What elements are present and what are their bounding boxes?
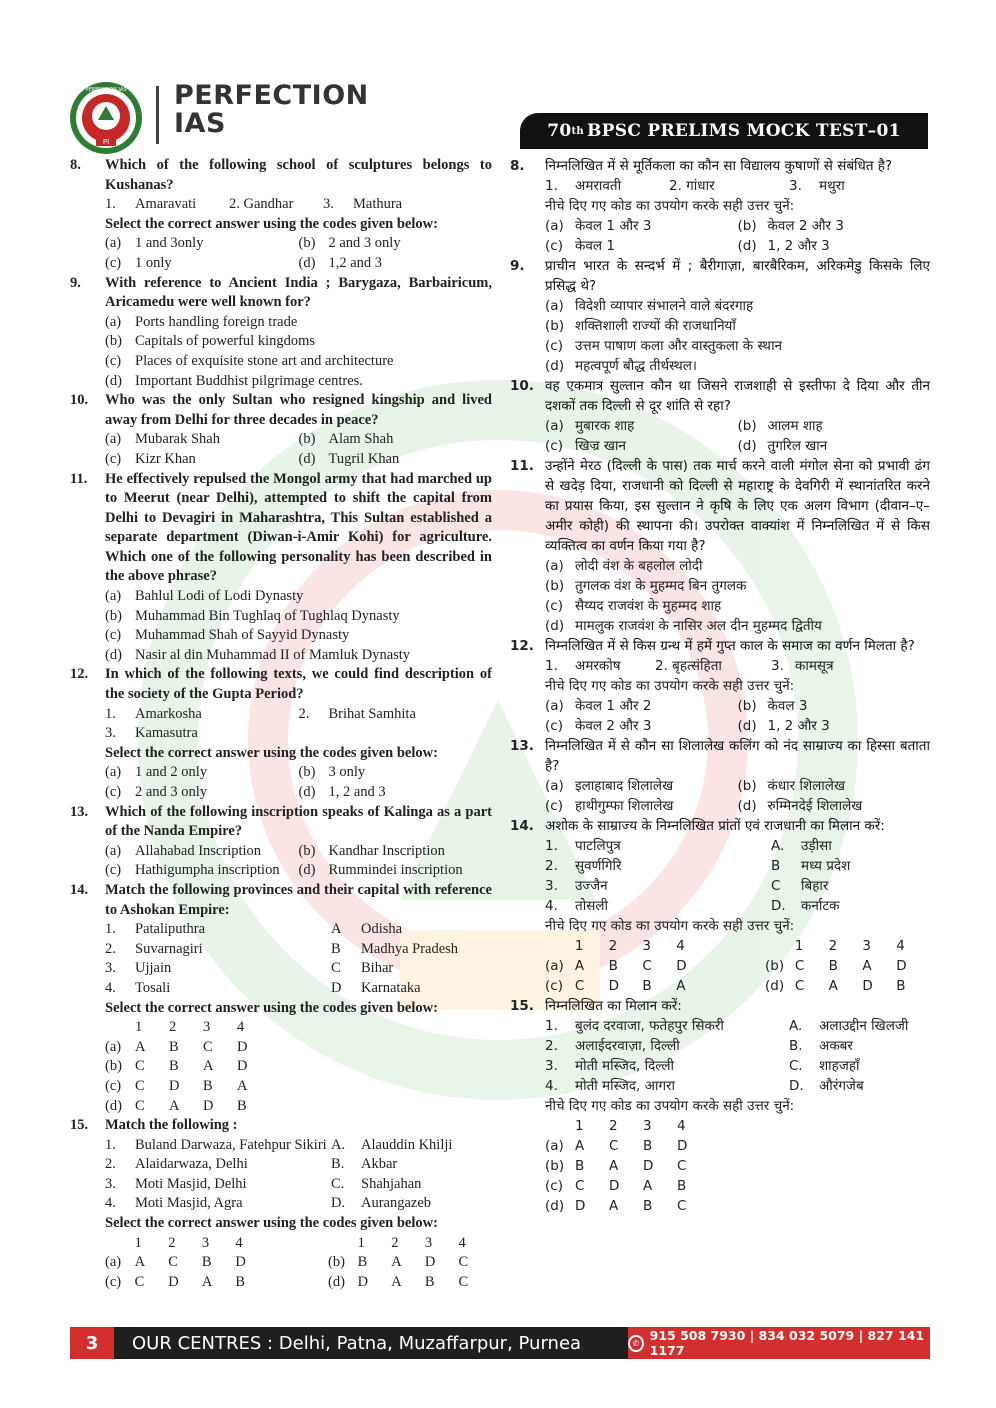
question-13-hi: 13. निम्नलिखित में से कौन सा शिलालेख कलिंग को नंद साम्राज्य का हिस्सा बताता है? <box>510 738 930 774</box>
brand-divider <box>156 86 159 144</box>
question-8-hi: 8. निम्नलिखित में से मूर्तिकला का कौन सा विद्यालय कुषाणों से संबंधित है? <box>510 158 893 174</box>
question-9-hi: 9. प्राचीन भारत के सन्दर्भ में ; बैरीगाज़ा, बारबैरिकम, अरिकमेडु किसके लिए प्रसिद्ध थे? <box>510 258 930 294</box>
question-15-hi: 15. निम्नलिखित का मिलान करें: <box>510 998 682 1014</box>
page-header <box>0 0 996 155</box>
brand-name: PERFECTION IAS <box>174 80 369 139</box>
question-11-hi: 11. उन्होंने मेरठ (दिल्ली के पास) तक मार्च करने वाली मंगोल सेना को प्रभावी ढंग से खदेड़ दिया, राजधानी को दिल्ली से महाराष्ट्र के देवगिरी में स्थानांतरित करने का प्रयास किया, इस सुल्तान ने कृषि के लिए एक अलग विभाग (दीवान–ए–अमीर कोही) की स्थापना की। उपरोक्त वाक्यांश में निम्नलिखित में से किस व्यक्तित्व का वर्णन किया गया है? <box>510 458 930 554</box>
page-footer <box>70 1327 930 1359</box>
centres-text: OUR CENTRES : Delhi, Patna, Muzaffarpur, Purnea <box>132 1332 582 1354</box>
perfection-ias-logo <box>68 80 144 156</box>
question-14-en: 14. Match the following provinces and their capital with reference to Ashokan Empire: <box>70 881 492 918</box>
statement-list: 1. Amaravati 2. Gandhar 3. Mathura <box>105 196 403 213</box>
page-number: 3 <box>70 1327 114 1359</box>
question-13-en: 13. Which of the following inscription speaks of Kalinga as a part of the Nanda Empire? <box>70 803 492 840</box>
option-row: (c) 1 only (d) 1,2 and 3 <box>105 254 383 271</box>
option-row: (a) 1 and 3only (b) 2 and 3 only <box>105 235 401 252</box>
svg-text:PI: PI <box>102 138 110 146</box>
hindi-column: 8. निम्नलिखित में से मूर्तिकला का कौन सा विद्यालय कुषाणों से संबंधित है? 1. अमरावती 2. गांधार 3. मथुरा नीचे दिए गए कोड का उपयोग करके सही उत्तर चुनें: (a) केवल 1 और 3 (b) केवल 2 और 3 (c) केवल 1 (d) 1, 2 और 3 9. प्राचीन भारत के सन्दर्भ में ; बैरीगाज़ा, बारबैरिकम, अरिकमेडु किसके लिए प्रसिद्ध थे? (a) विदेशी व्यापार संभालने वाले बंदरगाह (b) शक्तिशाली राज्यों की राजधानियाँ (c) उत्तम पाषाण कला और वास्तुकला के स्थान (d) महत्वपूर्ण बौद्ध तीर्थस्थल। 10. वह एकमात्र सुल्तान कौन था जिसने राजशाही से इस्तीफा दे दिया और तीन दशकों तक दिल्ली से दूर शांति से रहा? (a) मुबारक शाह (b) आलम शाह (c) खिज्र खान (d) तुगरिल खान 11. उन्होंने मेरठ (दिल्ली के पास) तक मार्च करने वाली मंगोल सेना को प्रभावी ढंग से खदेड़ दिया, राजधानी को दिल्ली से महाराष्ट्र के देवगिरी में स्थानांतरित करने का प्रयास किया, इस सुल्तान ने कृषि के लिए एक अलग विभाग (दीवान–ए–अमीर कोही) की स्थापना की। उपरोक्त वाक्यांश में निम्नलिखित में से किस व्यक्तित्व का वर्णन किया गया है? (a) लोदी वंश के बहलोल लोदी (b) तुगलक वंश के मुहम्मद बिन तुगलक (c) सैय्यद राजवंश के मुहम्मद शाह (d) मामलुक राजवंश के नासिर अल दीन मुहम्मद द्वितीय 12. निम्नलिखित में से किस ग्रन्थ में हमें गुप्त काल के समाज का वर्णन मिलता है? 1. अमरकोष 2. बृहत्संहिता 3. कामसूत्र नीचे दिए गए कोड का उपयोग करके सही उत्तर चुनें: (a) केवल 1 और 2 (b) केवल 3 (c) केवल 2 और 3 (d) 1, 2 और 3 13. निम्नलिखित में से कौन सा शिलालेख कलिंग को नंद साम्राज्य का हिस्सा बताता है? (a) इलाहाबाद शिलालेख (b) कंधार शिलालेख (c) हाथीगुम्फा शिलालेख (d) रुम्मिनदेई शिलालेख 14. अशोक के साम्राज्य के निम्नलिखित प्रांतों एवं राजधानी का मिलान करें: 1. पाटलिपुत्र A. उड़ीसा 2. सुवर्णगिरि B मध्य प्रदेश 3. उज्जैन C बिहार 4. तोसली D. कर्नाटक नीचे दिए गए कोड का उपयोग करके सही उत्तर चुनें: 1 2 3 4 1 2 3 4 (a) A B C D (b) C B A D (c) C D B A (d) C A D B 15. निम्नलिखित का मिलान करें: 1. बुलंद दरवाजा, फतेहपुर सिकरी A. अलाउद्दीन खिलजी 2. अलाईदरवाज़ा, दिल्ली B. अकबर 3. मोती मस्जिद, दिल्ली C. शाहजहाँ 4. मोती मस्जिद, आगरा D. औरंगजेब नीचे दिए गए कोड का उपयोग करके सही उत्तर चुनें: 1 2 3 4 (a) A C B D (b) B A D C (c) C D A B (d) D A B C <box>510 158 930 1214</box>
question-15-en: 15. Match the following : <box>70 1117 238 1134</box>
question-14-hi: 14. अशोक के साम्राज्य के निम्नलिखित प्रांतों एवं राजधानी का मिलान करें: <box>510 818 885 834</box>
test-title-banner: 70 th BPSC PRELIMS MOCK TEST–01 <box>520 113 928 149</box>
phone-numbers: ✆ 915 508 7930 | 834 032 5079 | 827 141 1177 <box>628 1327 930 1359</box>
phone-icon: ✆ <box>628 1335 644 1352</box>
question-12-hi: 12. निम्नलिखित में से किस ग्रन्थ में हमें गुप्त काल के समाज का वर्णन मिलता है? <box>510 638 915 654</box>
english-column: 8. Which of the following school of sculptures belongs to Kushanas? 1. Amaravati 2. Gandhar 3. Mathura Select the correct answer using the codes given below: (a) 1 and 3only (b) 2 and 3 only (c) 1 only (d) 1,2 and 3 9. With reference to Ancient India ; Barygaza, Barbairicum, Aricamedu were well known for? (a) Ports handling foreign trade (b) Capitals of powerful kingdoms (c) Places of exquisite stone art and architecture (d) Important Buddhist pilgrimage centres. 10. Who was the only Sultan who resigned kingship and lived away from Delhi for three decades in peace? (a) Mubarak Shah (b) Alam Shah (c) Kizr Khan (d) Tugril Khan 11. He effectively repulsed the Mongol army that had marched up to Meerut (near Delhi), attempted to shift the capital from Delhi to Devagiri in Maharashtra, This Sultan established a separate department (Diwan-i-Amir Kohi) for agriculture. Which one of the following personality has been described in the above phrase? (a) Bahlul Lodi of Lodi Dynasty (b) Muhammad Bin Tughlaq of Tughlaq Dynasty (c) Muhammad Shah of Sayyid Dynasty (d) Nasir al din Muhammad II of Mamluk Dynasty 12. In which of the following texts, we could find description of the society of the Gupta Period? 1. Amarkosha 2. Brihat Samhita 3. Kamasutra Select the correct answer using the codes given below: (a) 1 and 2 only (b) 3 only (c) 2 and 3 only (d) 1, 2 and 3 13. Which of the following inscription speaks of Kalinga as a part of the Nanda Empire? (a) Allahabad Inscription (b) Kandhar Inscription (c) Hathigumpha inscription (d) Rummindei inscription 14. Match the following provinces and their capital with reference to Ashokan Empire: 1. Pataliputhra A Odisha 2. Suvarnagiri B Madhya Pradesh 3. Ujjain C Bihar 4. Tosali D Karnataka Select the correct answer using the codes given below: 1 2 3 4 (a) A B C D (b) C B A D (c) C D B A (d) C A D B 15. Match the following : 1. Buland Darwaza, Fatehpur Sikiri A. Alauddin Khilji 2. Alaidarwaza, Delhi B. Akbar 3. Moti Masjid, Delhi C. Shahjahan 4. Moti Masjid, Agra D. Aurangazeb Select the correct answer using the codes given below: 1 2 3 4 1 2 3 4 (a) A C B D (b) B A D C (c) C D A B (d) D A B C <box>70 157 492 1290</box>
question-10-hi: 10. वह एकमात्र सुल्तान कौन था जिसने राजशाही से इस्तीफा दे दिया और तीन दशकों तक दिल्ली से दूर शांति से रहा? <box>510 378 930 414</box>
svg-text:PERFECTION IAS: PERFECTION IAS <box>85 87 127 93</box>
question-12-en: 12. In which of the following texts, we could find description of the society of the Gupta Period? <box>70 666 492 703</box>
question-10-en: 10. Who was the only Sultan who resigned kingship and lived away from Delhi for three decades in peace? <box>70 392 492 428</box>
question-9-en: 9. With reference to Ancient India ; Barygaza, Barbairicum, Aricamedu were well known for? <box>70 274 492 311</box>
question-8-en: 8. Which of the following school of sculptures belongs to Kushanas? <box>70 157 492 193</box>
question-11-en: 11. He effectively repulsed the Mongol army that had marched up to Meerut (near Delhi), attempted to shift the capital from Delhi to Devagiri in Maharashtra, This Sultan established a separate department (Diwan-i-Amir Kohi) for agriculture. Which one of the following personality has been described in the above phrase? <box>70 470 492 585</box>
